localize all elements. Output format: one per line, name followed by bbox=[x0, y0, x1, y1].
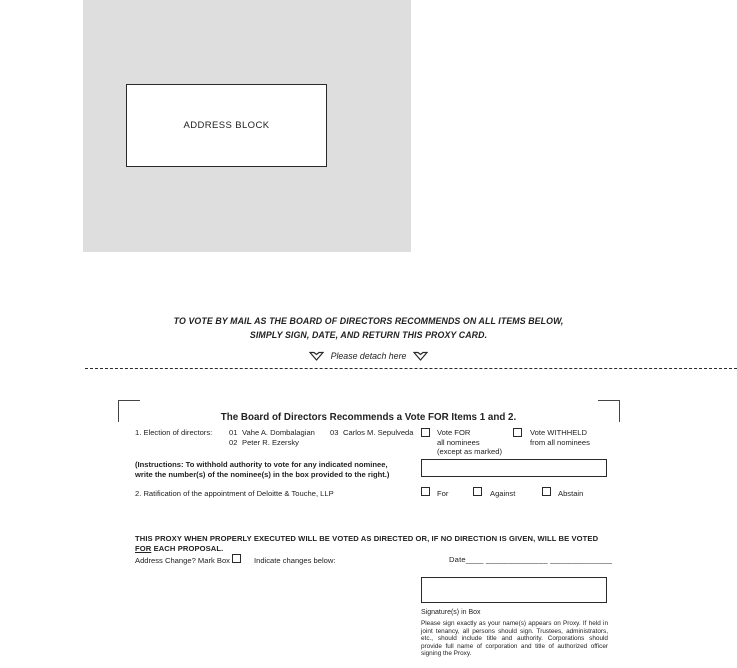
vote-withheld-line1: Vote WITHHELD bbox=[530, 428, 587, 437]
withhold-instructions-line2: write the number(s) of the nominee(s) in the box provided to the right.) bbox=[135, 469, 390, 479]
date-fill-lines: ____ ______________ ______________ bbox=[465, 555, 613, 564]
withhold-writein-box[interactable] bbox=[421, 459, 607, 477]
nominee-02-num: 02 bbox=[229, 437, 238, 447]
nominee-03-num: 03 bbox=[330, 428, 339, 437]
execution-statement bbox=[135, 534, 598, 553]
against-checkbox[interactable] bbox=[473, 487, 482, 496]
address-block-box bbox=[126, 84, 327, 167]
against-label: Against bbox=[490, 489, 516, 498]
mailing-label-area bbox=[83, 0, 411, 252]
mail-instructions-line1: TO VOTE BY MAIL AS THE BOARD OF DIRECTORS RECOMMENDS ON ALL ITEMS BELOW, bbox=[173, 316, 564, 326]
address-block-label: ADDRESS BLOCK bbox=[183, 120, 270, 131]
detach-row bbox=[0, 351, 737, 361]
for-checkbox[interactable] bbox=[421, 487, 430, 496]
address-change-label: Address Change? Mark Box bbox=[135, 556, 230, 565]
vote-withheld-checkbox[interactable] bbox=[513, 428, 522, 437]
nominee-02 bbox=[229, 438, 315, 448]
vote-for-line1: Vote FOR bbox=[437, 428, 471, 437]
execution-line2-rest: EACH PROPOSAL. bbox=[153, 543, 224, 553]
nominee-column-1 bbox=[229, 428, 315, 447]
detach-label: Please detach here bbox=[330, 351, 407, 361]
signature-caption: Signature(s) in Box bbox=[421, 609, 481, 616]
vote-for-line2: all nominees bbox=[437, 437, 480, 447]
nominee-01-num: 01 bbox=[229, 428, 238, 437]
vote-for-line3: (except as marked) bbox=[437, 447, 502, 457]
vote-withheld-label bbox=[530, 428, 590, 447]
item1-label: 1. Election of directors: bbox=[135, 428, 213, 437]
detach-arrow-icon bbox=[413, 351, 428, 361]
execution-line1: THIS PROXY WHEN PROPERLY EXECUTED WILL BE VOTED AS DIRECTED OR, IF NO DIRECTION IS GIVEN, WILL BE VOTED bbox=[135, 534, 599, 543]
nominee-03-name: Carlos M. Sepulveda bbox=[343, 428, 414, 437]
item2-label: 2. Ratification of the appointment of Deloitte & Touche, LLP bbox=[135, 489, 334, 498]
date-line[interactable] bbox=[449, 555, 612, 564]
signature-box[interactable] bbox=[421, 577, 607, 603]
vote-for-label bbox=[437, 428, 502, 457]
execution-line2 bbox=[135, 544, 598, 554]
address-change-checkbox[interactable] bbox=[232, 554, 241, 563]
nominee-03 bbox=[330, 428, 414, 438]
indicate-changes-label: Indicate changes below: bbox=[254, 556, 336, 565]
vote-for-checkbox[interactable] bbox=[421, 428, 430, 437]
mail-instructions-line2: SIMPLY SIGN, DATE, AND RETURN THIS PROXY CARD. bbox=[249, 330, 488, 340]
nominee-column-2 bbox=[330, 428, 414, 438]
detach-dashed-line bbox=[85, 368, 737, 369]
withhold-instructions-line1: (Instructions: To withhold authority to vote for any indicated nominee, bbox=[135, 460, 388, 469]
signature-fine-print: Please sign exactly as your name(s) appears on Proxy. If held in joint tenancy, all persons should sign. Trustees, administrators, etc., should include title and authority. Corporations should provide full name of corporation and title of authorized officer signing the Proxy. bbox=[421, 620, 608, 658]
abstain-label: Abstain bbox=[558, 489, 584, 498]
date-label: Date bbox=[449, 555, 466, 564]
detach-arrow-icon bbox=[309, 351, 324, 361]
card-heading: The Board of Directors Recommends a Vote FOR Items 1 and 2. bbox=[220, 412, 517, 423]
for-label: For bbox=[437, 489, 449, 498]
nominee-01 bbox=[229, 428, 315, 438]
nominee-01-name: Vahe A. Dombalagian bbox=[242, 428, 315, 437]
vote-withheld-line2: from all nominees bbox=[530, 437, 590, 447]
mail-instructions bbox=[0, 314, 737, 342]
execution-for-word: FOR bbox=[135, 543, 152, 553]
withhold-instructions bbox=[135, 460, 389, 479]
nominee-02-name: Peter R. Ezersky bbox=[242, 437, 299, 447]
abstain-checkbox[interactable] bbox=[542, 487, 551, 496]
